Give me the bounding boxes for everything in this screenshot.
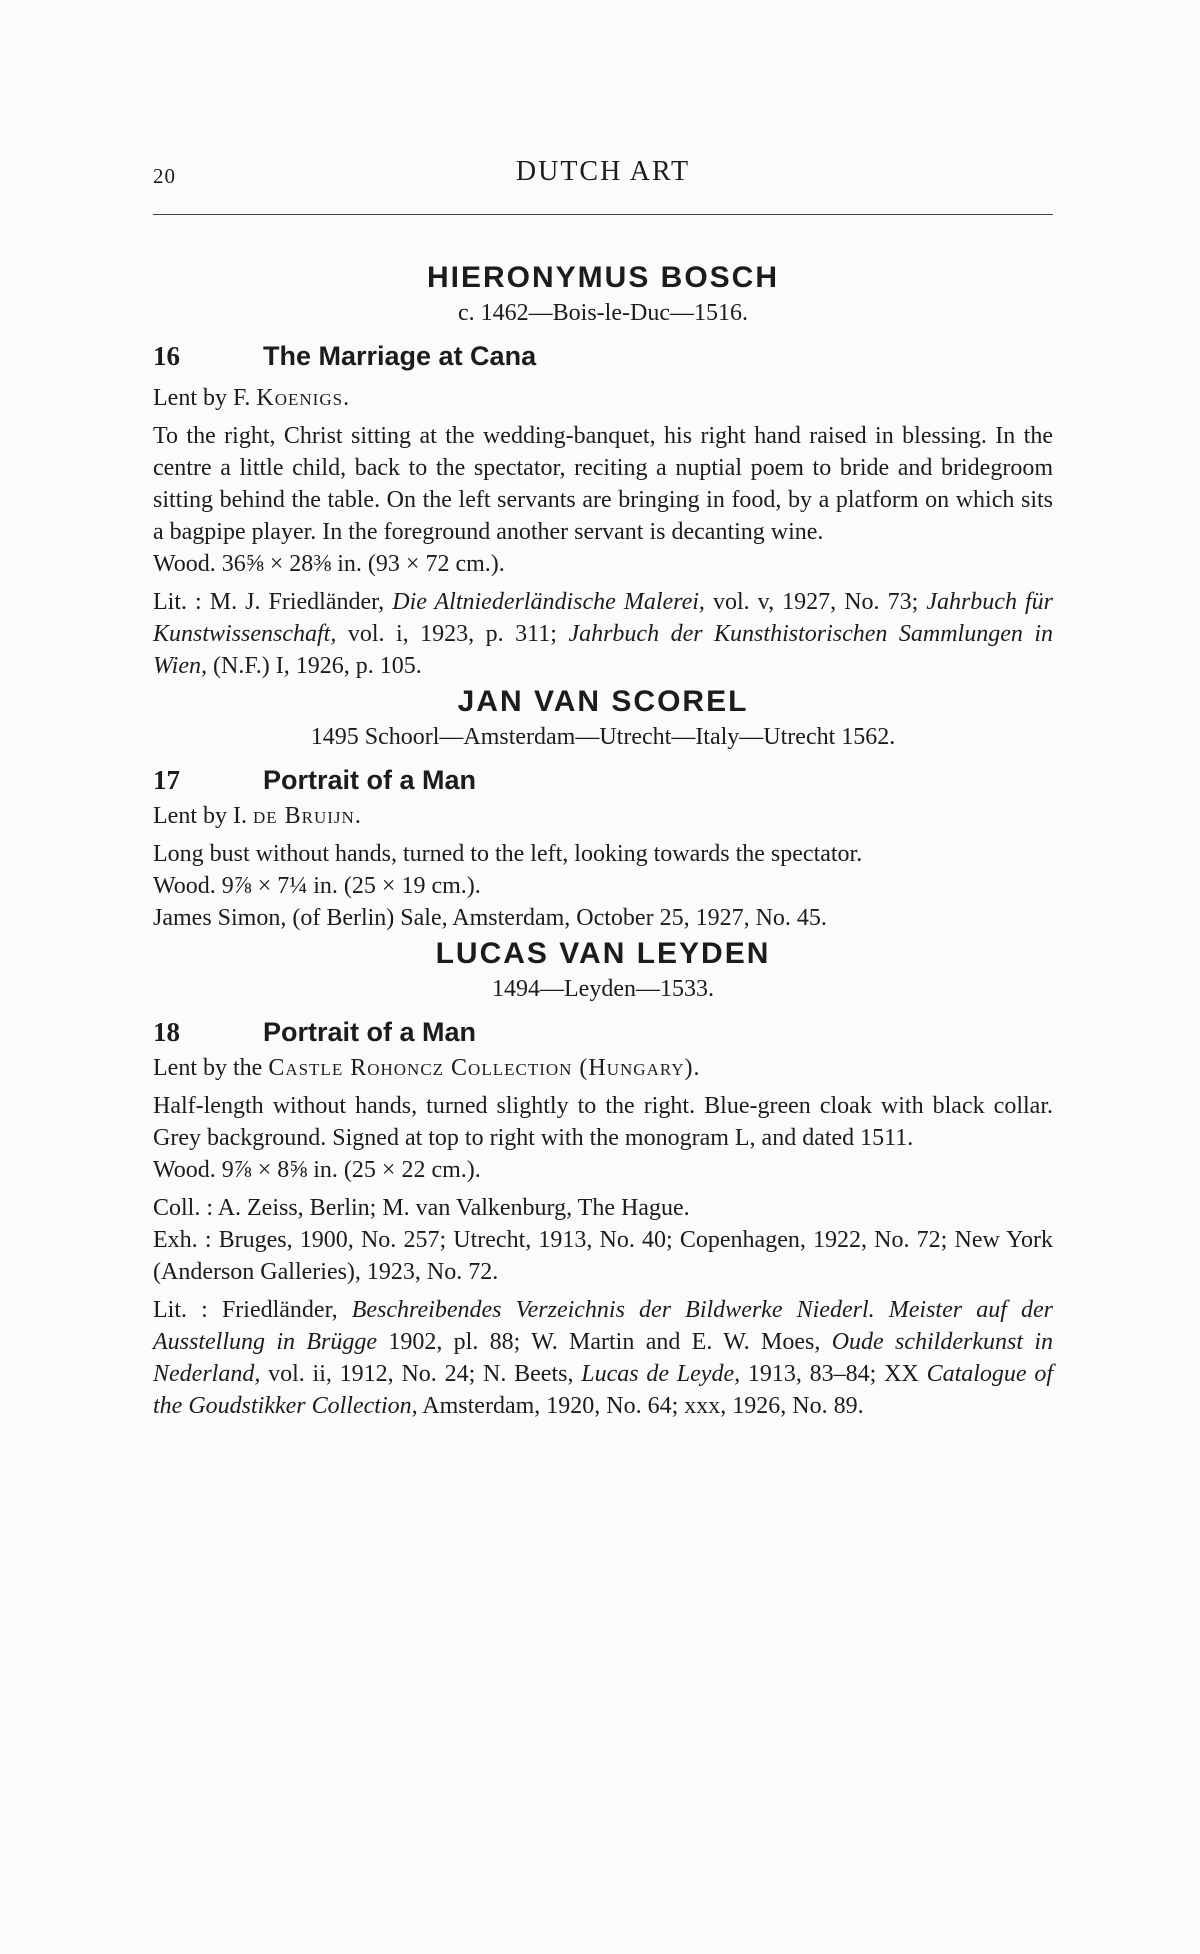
- entry-medium: Wood. 9⅞ × 7¼ in. (25 × 19 cm.).: [153, 873, 481, 899]
- entry-title: The Marriage at Cana: [263, 341, 537, 371]
- entry-literature: Lit. : Friedländer, Beschreibendes Verzeichnis der Bildwerke Niederl. Meister auf der Ausstellung in Brügge 1902, pl. 88; W. Martin and E. W. Moes, Oude schilderkunst in Nederland, vol. ii, 1912, No. 24; N. Beets, Lucas de Leyde, 1913, 83–84; XX Catalogue of the Goudstikker Collection, Amsterdam, 1920, No. 64; xxx, 1926, No. 89.: [153, 1297, 1054, 1419]
- entry-medium: Wood. 36⅝ × 28⅜ in. (93 × 72 cm.).: [153, 551, 505, 577]
- entry-heading: [153, 336, 1053, 376]
- entry-title: Portrait of a Man: [263, 765, 477, 795]
- page-number: 20: [153, 164, 176, 188]
- entry-collection: Coll. : A. Zeiss, Berlin; M. van Valkenburg, The Hague.: [153, 1195, 690, 1221]
- entry-medium: Wood. 9⅞ × 8⅝ in. (25 × 22 cm.).: [153, 1157, 481, 1183]
- entry-number: 17: [153, 765, 180, 795]
- artist-name: JAN VAN SCOREL: [457, 685, 749, 718]
- artist-dates: c. 1462—Bois-le-Duc—1516.: [458, 300, 748, 326]
- entry-description: Long bust without hands, turned to the left, looking towards the spectator.: [153, 841, 863, 867]
- artist-name: LUCAS VAN LEYDEN: [435, 937, 771, 970]
- catalogue-content: [153, 258, 1053, 1422]
- entry-literature: Lit. : M. J. Friedländer, Die Altniederländische Malerei, vol. v, 1927, No. 73; Jahrbuch für Kunstwissenschaft, vol. i, 1923, p. 311; Jahrbuch der Kunsthistorischen Sammlungen in Wien, (N.F.) I, 1926, p. 105.: [153, 589, 1054, 679]
- running-head: [153, 150, 1053, 200]
- entry-title: Portrait of a Man: [263, 1017, 477, 1047]
- entry-heading: [153, 1012, 1053, 1052]
- artist-name: HIERONYMUS BOSCH: [426, 261, 780, 294]
- entry-number: 16: [153, 341, 180, 371]
- entry-lender: Lent by the Castle Rohoncz Collection (Hungary).: [153, 1055, 701, 1081]
- entry-provenance: James Simon, (of Berlin) Sale, Amsterdam, October 25, 1927, No. 45.: [153, 905, 827, 931]
- entry-description: To the right, Christ sitting at the wedding-banquet, his right hand raised in blessing. In the centre a little child, back to the spectator, reciting a nuptial poem to bride and bridegroom sitting behind the table. On the left servants are bringing in food, by a platform on which sits a bagpipe player. In the foreground another servant is decanting wine.: [153, 423, 1053, 545]
- entry-heading: [153, 760, 1053, 800]
- running-title: DUTCH ART: [515, 156, 691, 187]
- page: [153, 150, 1054, 1419]
- entry-lender: Lent by I. de Bruijn.: [153, 803, 362, 829]
- artist-dates: 1494—Leyden—1533.: [492, 976, 714, 1002]
- entry-number: 18: [153, 1017, 180, 1047]
- artist-dates: 1495 Schoorl—Amsterdam—Utrecht—Italy—Utrecht 1562.: [310, 724, 896, 750]
- entry-exhibitions: Exh. : Bruges, 1900, No. 257; Utrecht, 1913, No. 40; Copenhagen, 1922, No. 72; New York (Anderson Galleries), 1923, No. 72.: [153, 1227, 1053, 1285]
- entry-description: Half-length without hands, turned slightly to the right. Blue-green cloak with black collar. Grey background. Signed at top to right with the monogram L, and dated 1511.: [153, 1093, 1053, 1151]
- header-rule: [153, 214, 1053, 215]
- entry-lender: Lent by F. Koenigs.: [153, 385, 351, 411]
